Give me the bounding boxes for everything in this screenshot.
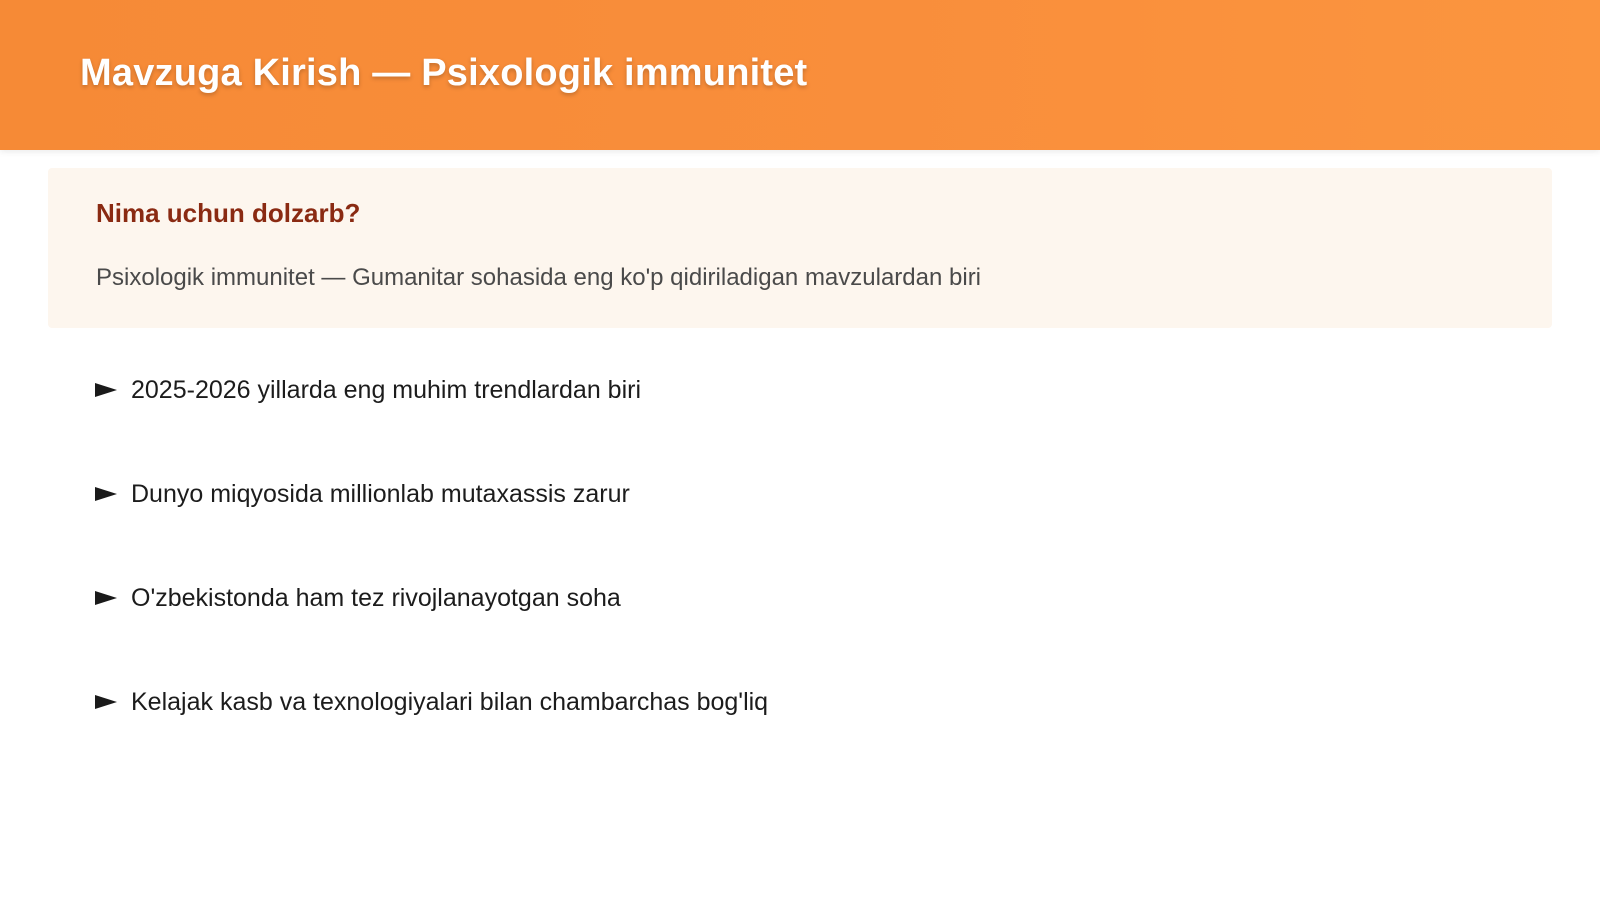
bullet-text: O'zbekistonda ham tez rivojlanayotgan soha (131, 583, 621, 612)
bullet-list (95, 370, 768, 786)
bullet-text: Kelajak kasb va texnologiyalari bilan chambarchas bog'liq (131, 687, 769, 716)
callout-title: Nima uchun dolzarb? (96, 198, 361, 228)
bullet-item (95, 578, 768, 618)
triangle-right-icon (95, 591, 117, 605)
bullet-text: 2025-2026 yillarda eng muhim trendlardan biri (131, 375, 642, 404)
slide-title: Mavzuga Kirish — Psixologik immunitet (80, 52, 808, 94)
triangle-right-icon (95, 487, 117, 501)
callout-box (48, 168, 1552, 328)
triangle-right-icon (95, 383, 117, 397)
header-bar (0, 0, 1600, 150)
bullet-item (95, 370, 768, 410)
bullet-item (95, 682, 768, 722)
bullet-text: Dunyo miqyosida millionlab mutaxassis zarur (131, 479, 630, 508)
triangle-right-icon (95, 695, 117, 709)
callout-text: Psixologik immunitet — Gumanitar sohasida eng ko'p qidiriladigan mavzulardan biri (96, 264, 982, 291)
bullet-item (95, 474, 768, 514)
